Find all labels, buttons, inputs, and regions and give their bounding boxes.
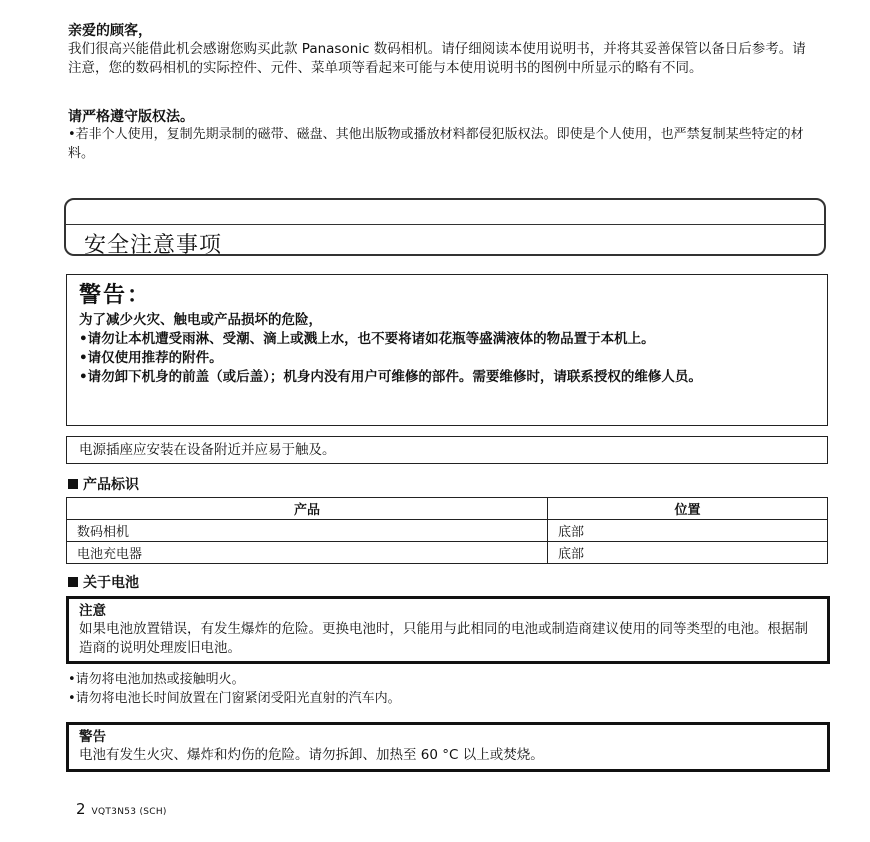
- caution-text: 如果电池放置错误，有发生爆炸的危险。更换电池时，只能用与此相同的电池或制造商建议使用的同等类型的电池。根据制造商的说明处理废旧电池。: [79, 621, 808, 656]
- table-row: [67, 520, 828, 542]
- warning-line: •请仅使用推荐的附件。: [79, 350, 223, 366]
- table-cell: 底部: [548, 520, 828, 542]
- page-footer: [76, 800, 167, 818]
- warning-line: •请勿让本机遭受雨淋、受潮、滴上或溅上水，也不要将诸如花瓶等盛满液体的物品置于本机上。: [79, 331, 655, 347]
- copyright-text: •若非个人使用，复制先期录制的磁带、磁盘、其他出版物或播放材料都侵犯版权法。即使是个人使用，也严禁复制某些特定的材料。: [68, 127, 804, 161]
- battery-warning-text: 电池有发生火灾、爆炸和灼伤的危险。请勿拆卸、加热至 60 °C 以上或焚烧。: [79, 747, 544, 763]
- copyright-heading: 请严格遵守版权法。: [68, 109, 194, 125]
- section-title: 安全注意事项: [84, 233, 223, 258]
- section-header-divider: [66, 224, 824, 225]
- column-header-product: 产品: [67, 498, 548, 520]
- product-id-heading: [68, 474, 139, 494]
- warning-title: 警告：: [79, 283, 152, 308]
- battery-heading-text: 关于电池: [83, 575, 139, 591]
- table-cell: 底部: [548, 542, 828, 564]
- product-id-table: [66, 497, 828, 564]
- square-bullet-icon: [68, 577, 78, 587]
- column-header-location: 位置: [548, 498, 828, 520]
- table-row: [67, 542, 828, 564]
- table-cell: 电池充电器: [67, 542, 548, 564]
- section-header-box: [64, 198, 826, 256]
- battery-warning-box: [66, 722, 830, 772]
- intro-text: 我们很高兴能借此机会感谢您购买此款 Panasonic 数码相机。请仔细阅读本使用说明书，并将其妥善保管以备日后参考。请注意，您的数码相机的实际控件、元件、菜单项等看起来可能与本使用说明书的图例中所显示的略有不同。: [68, 41, 806, 76]
- intro-heading: 亲爱的顾客，: [68, 23, 152, 39]
- warning-line: 为了减少火灾、触电或产品损坏的危险，: [79, 312, 322, 328]
- battery-bullets: [68, 670, 828, 708]
- caution-title: 注意: [79, 603, 106, 619]
- warning-box: [66, 274, 828, 426]
- page-number: 2: [76, 800, 86, 818]
- table-cell: 数码相机: [67, 520, 548, 542]
- square-bullet-icon: [68, 479, 78, 489]
- document-code: VQT3N53 (SCH): [91, 807, 167, 817]
- battery-caution-box: [66, 596, 830, 664]
- product-id-heading-text: 产品标识: [83, 477, 139, 493]
- warning-line: •请勿卸下机身的前盖（或后盖）；机身内没有用户可维修的部件。需要维修时，请联系授权的维修人员。: [79, 369, 702, 385]
- table-header-row: [67, 498, 828, 520]
- socket-note: 电源插座应安装在设备附近并应易于触及。: [66, 436, 828, 464]
- list-item: •请勿将电池加热或接触明火。: [68, 672, 245, 687]
- battery-heading: [68, 572, 139, 592]
- battery-warning-title: 警告: [79, 729, 106, 745]
- list-item: •请勿将电池长时间放置在门窗紧闭受阳光直射的汽车内。: [68, 691, 401, 706]
